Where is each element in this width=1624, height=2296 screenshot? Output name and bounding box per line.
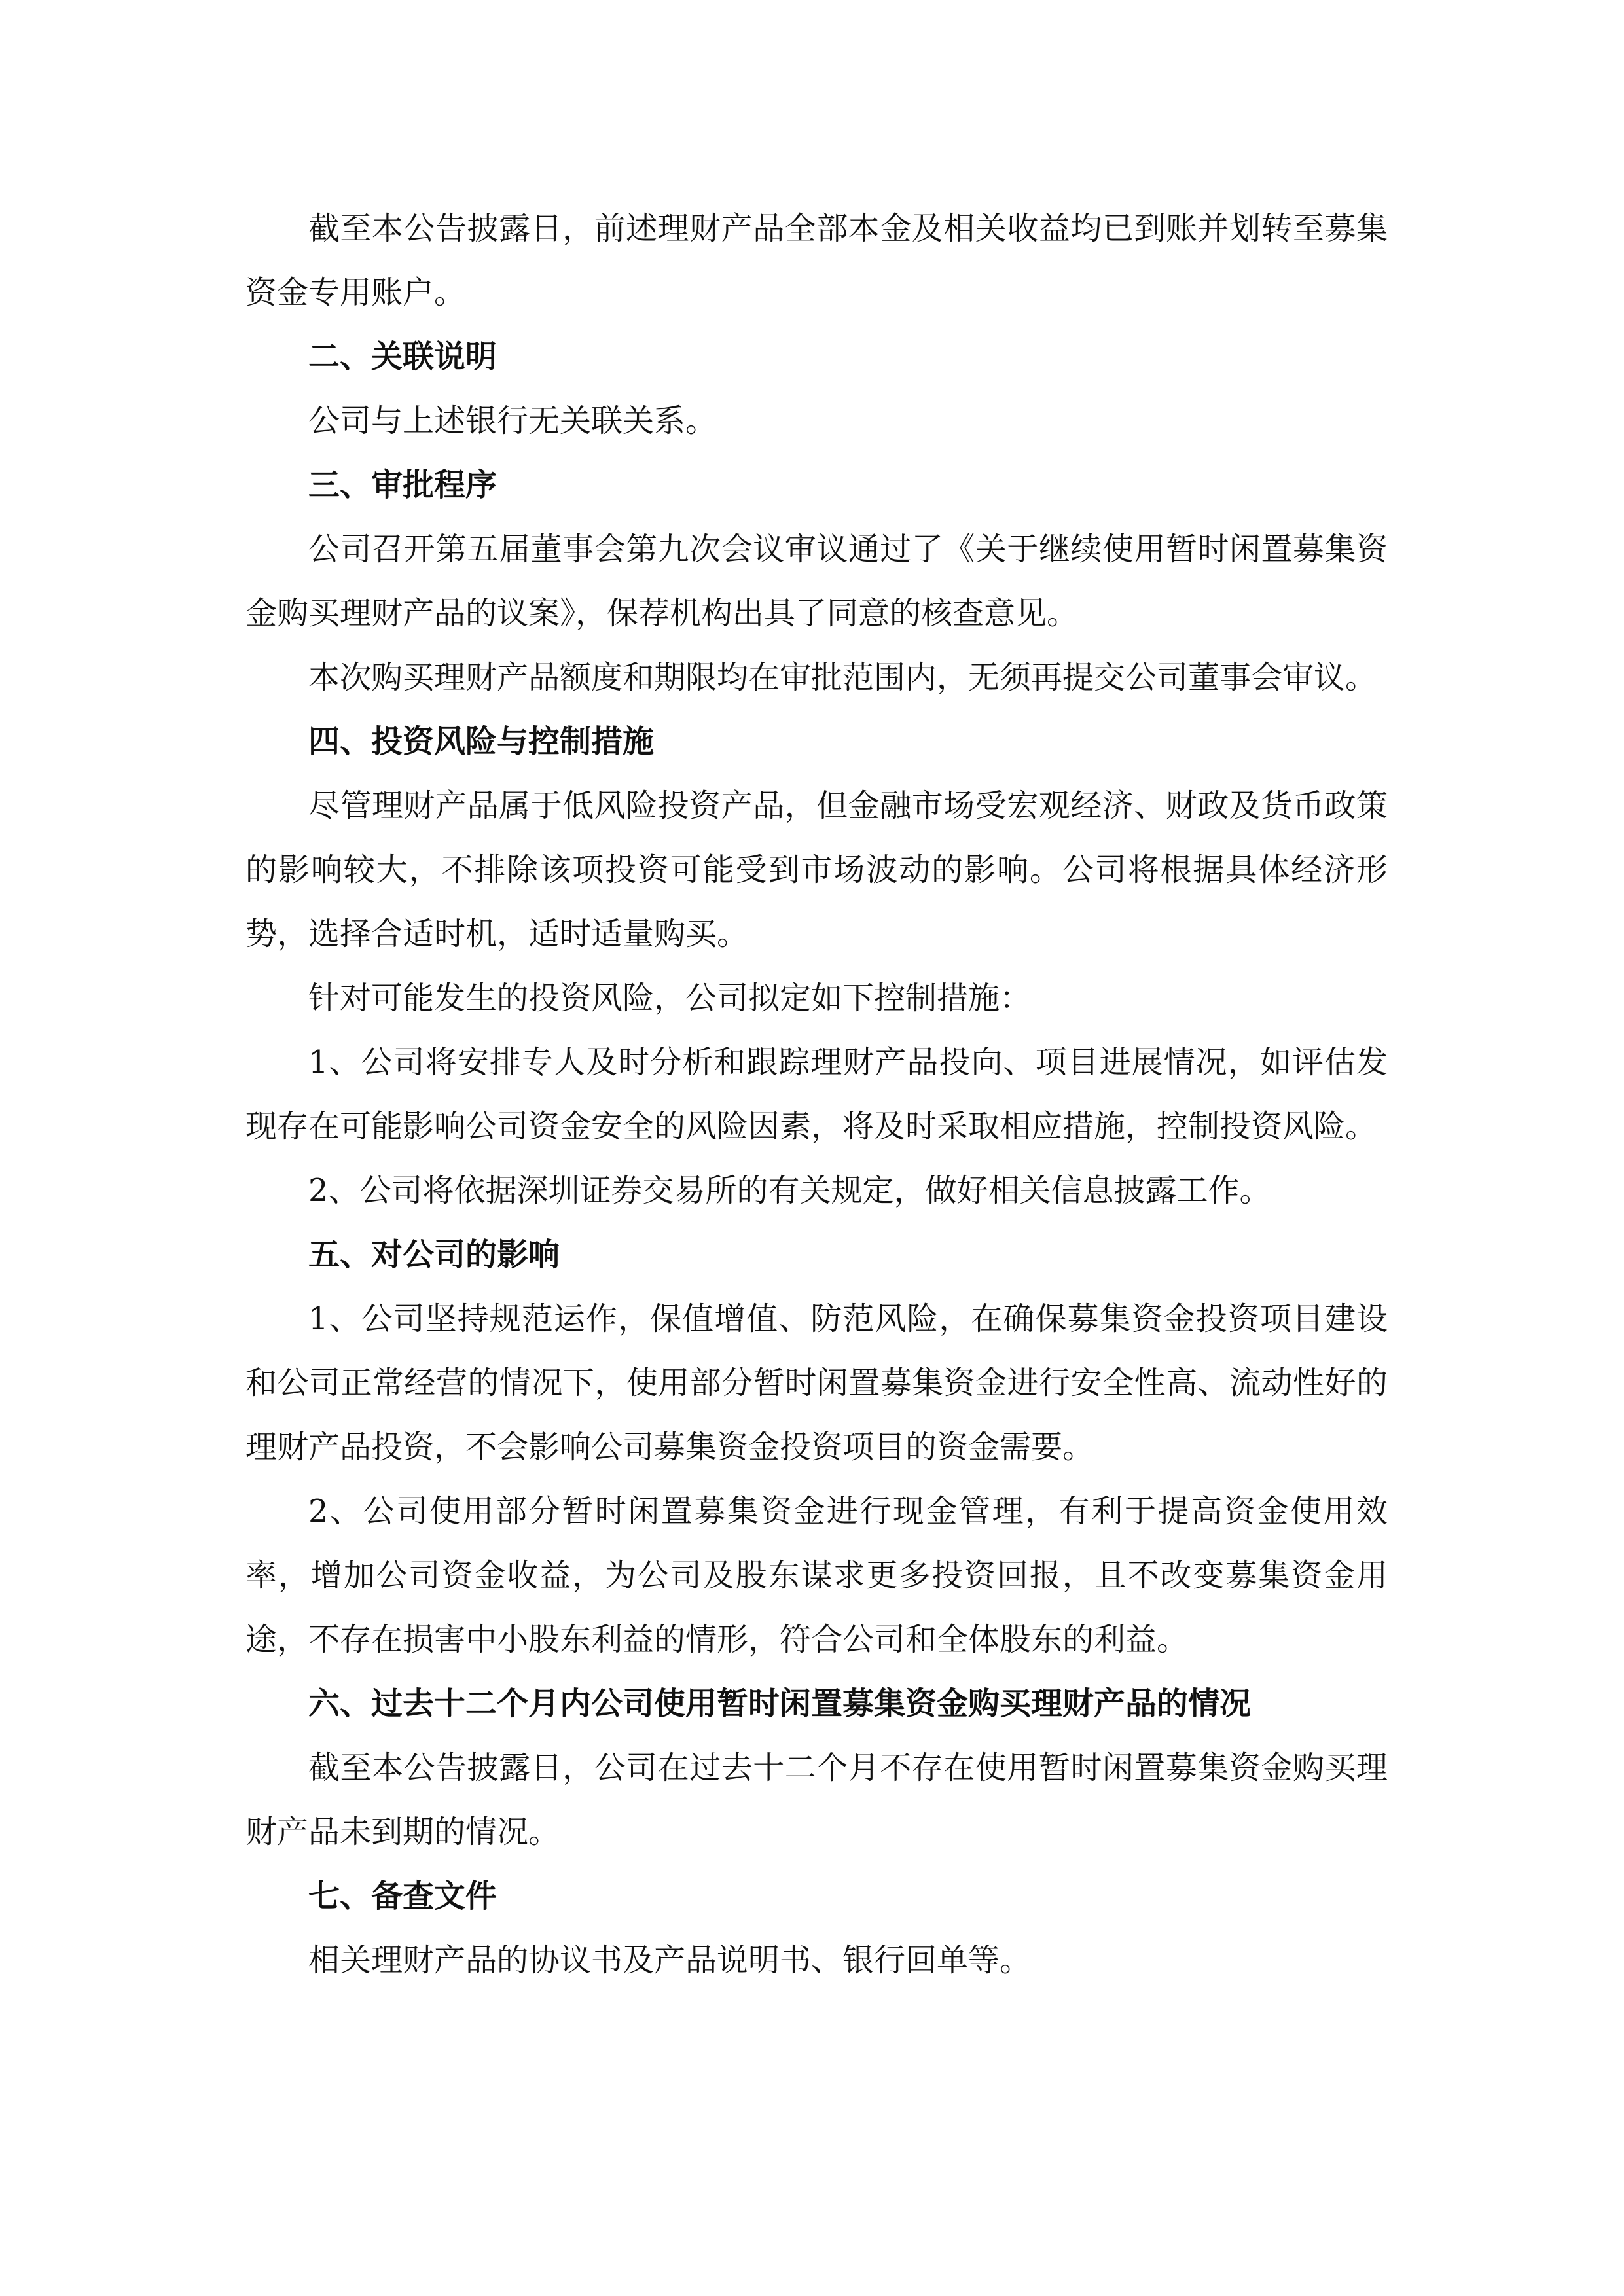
- section-heading-approval: 三、审批程序: [308, 467, 497, 503]
- risk-paragraph-1: 尽管理财产品属于低风险投资产品，但金融市场受宏观经济、财政及货币政策的影响较大，不排除该项投资可能受到市场波动的影响。公司将根据具体经济形势，选择合适时机，适时适量购买。: [245, 787, 1388, 952]
- section-heading-reference-documents: 七、备查文件: [308, 1878, 497, 1914]
- section-heading-impact: 五、对公司的影响: [308, 1236, 560, 1273]
- approval-paragraph-1: 公司召开第五届董事会第九次会议审议通过了《关于继续使用暂时闲置募集资金购买理财产品的议案》，保荐机构出具了同意的核查意见。: [245, 531, 1388, 632]
- impact-paragraph-1: 1、公司坚持规范运作，保值增值、防范风险，在确保募集资金投资项目建设和公司正常经营的情况下，使用部分暂时闲置募集资金进行安全性高、流动性好的理财产品投资，不会影响公司募集资金投资项目的资金需要。: [245, 1300, 1388, 1465]
- impact-paragraph-2: 2、公司使用部分暂时闲置募集资金进行现金管理，有利于提高资金使用效率，增加公司资金收益，为公司及股东谋求更多投资回报，且不改变募集资金用途，不存在损害中小股东利益的情形，符合公司和全体股东的利益。: [245, 1493, 1388, 1658]
- past-twelve-months-paragraph: 截至本公告披露日，公司在过去十二个月不存在使用暂时闲置募集资金购买理财产品未到期的情况。: [245, 1749, 1388, 1850]
- section-heading-related-party: 二、关联说明: [308, 338, 497, 375]
- section-heading-risk-control: 四、投资风险与控制措施: [308, 723, 655, 760]
- section-heading-past-twelve-months: 六、过去十二个月内公司使用暂时闲置募集资金购买理财产品的情况: [308, 1685, 1252, 1722]
- risk-measure-1: 1、公司将安排专人及时分析和跟踪理财产品投向、项目进展情况，如评估发现存在可能影响公司资金安全的风险因素，将及时采取相应措施，控制投资风险。: [245, 1044, 1388, 1145]
- reference-documents-paragraph: 相关理财产品的协议书及产品说明书、银行回单等。: [308, 1942, 1032, 1979]
- risk-measure-2: 2、公司将依据深圳证券交易所的有关规定，做好相关信息披露工作。: [308, 1172, 1271, 1209]
- approval-paragraph-2: 本次购买理财产品额度和期限均在审批范围内，无须再提交公司董事会审议。: [308, 659, 1377, 696]
- related-party-paragraph: 公司与上述银行无关联关系。: [308, 403, 717, 439]
- intro-paragraph: 截至本公告披露日，前述理财产品全部本金及相关收益均已到账并划转至募集资金专用账户。: [245, 210, 1388, 311]
- document-body: [245, 196, 1388, 1992]
- risk-paragraph-2: 针对可能发生的投资风险，公司拟定如下控制措施：: [308, 980, 1032, 1016]
